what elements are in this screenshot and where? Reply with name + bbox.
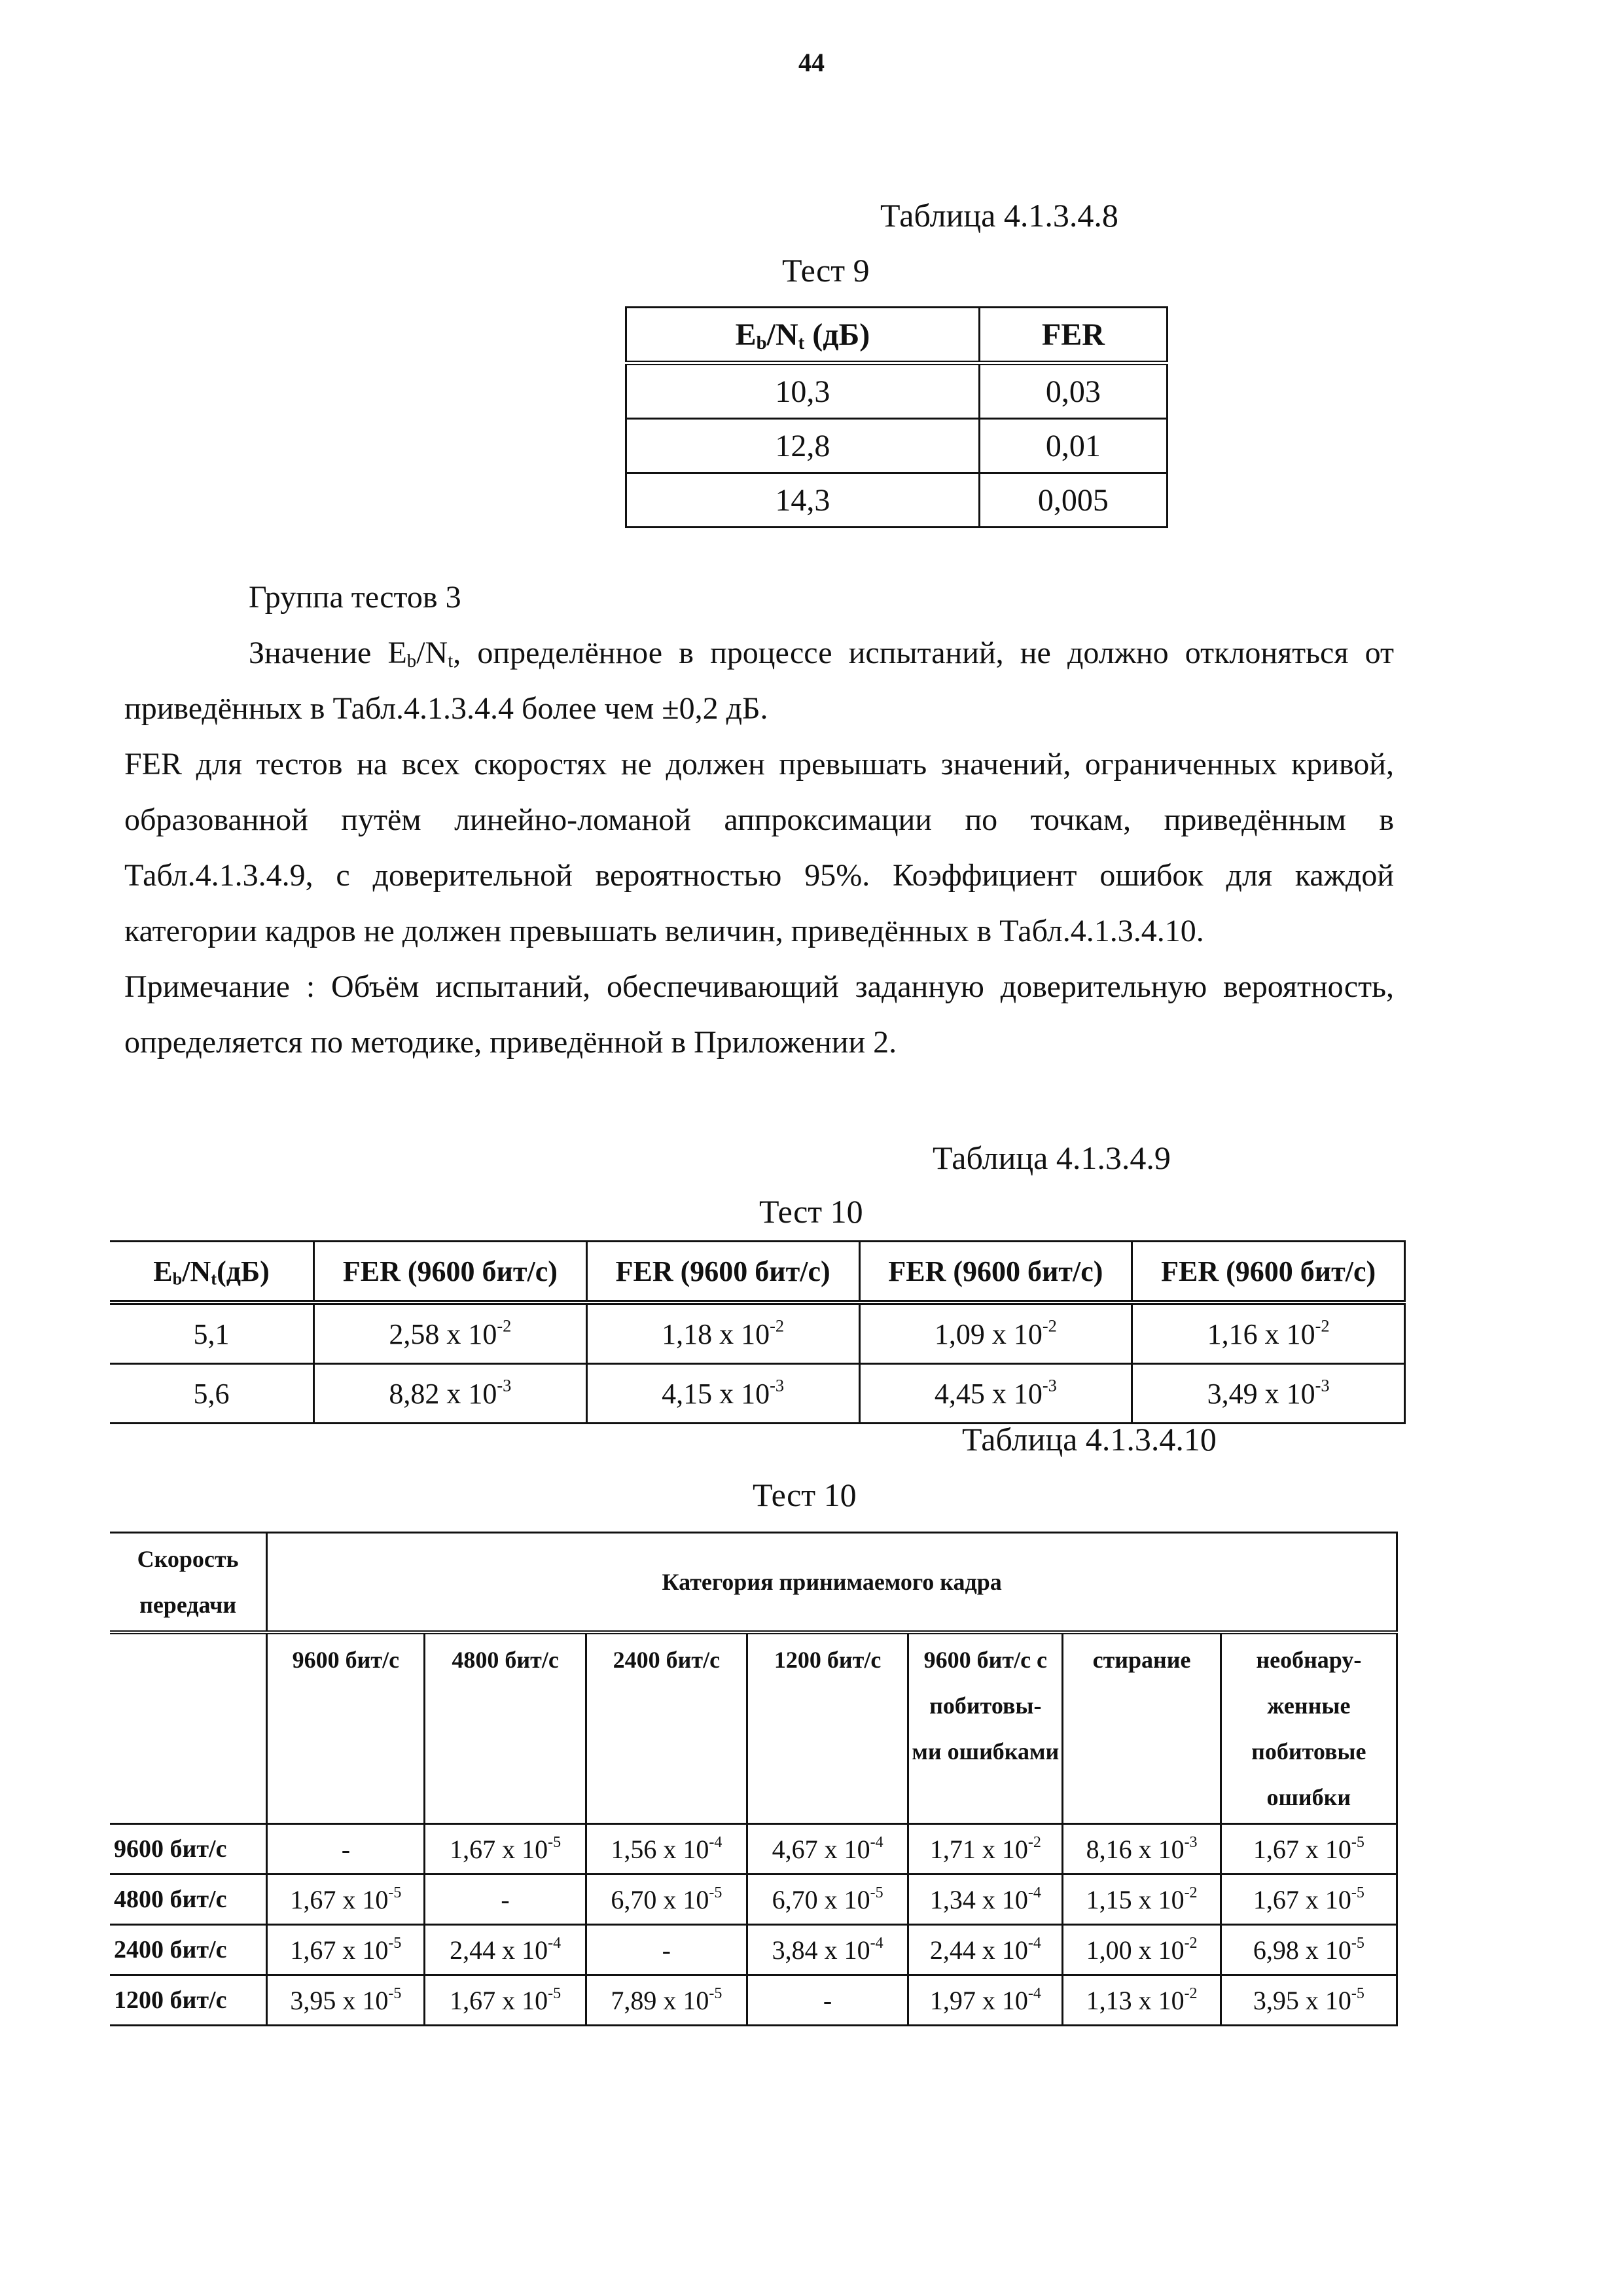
table-row xyxy=(110,1533,1397,1633)
table3-cell: - xyxy=(747,1975,908,2026)
table-row xyxy=(110,1975,1397,2026)
table3-cell: 7,89 х $10^{-5}$ xyxy=(586,1975,747,2026)
table2-header-ebnt: $E_b/N_t(дБ)$ xyxy=(110,1242,314,1303)
table3-cell: 8,16 х $10^{-3}$ xyxy=(1063,1824,1221,1874)
table3-cell: 2,44 х $10^{-4}$ xyxy=(908,1925,1063,1975)
page-number: 44 xyxy=(798,48,825,77)
table-row xyxy=(626,308,1168,363)
table2-cell: 1,09 х $10^{-2}$ xyxy=(859,1302,1132,1364)
table1-cell: 0,01 xyxy=(979,419,1167,473)
table-row xyxy=(626,419,1168,473)
table2-header-fer: FER (9600 бит/с) xyxy=(586,1242,859,1303)
table1-cell: 14,3 xyxy=(626,473,980,528)
table1-header-ebnt: $E_b/N_t$ (дБ) xyxy=(626,308,980,363)
table3-cell: 1,97 х $10^{-4}$ xyxy=(908,1975,1063,2026)
table2-cell: 5,6 xyxy=(110,1364,314,1424)
table1-test-label: Тест 9 xyxy=(782,252,870,289)
table3-group-header: Категория принимаемого кадра xyxy=(267,1533,1397,1633)
table2 xyxy=(110,1240,1406,1424)
table3-cell: 6,98 х $10^{-5}$ xyxy=(1221,1925,1397,1975)
table3-cell: 3,95 х $10^{-5}$ xyxy=(267,1975,425,2026)
table3-cell: 3,84 х $10^{-4}$ xyxy=(747,1925,908,1975)
paragraph-2: FER для тестов на всех скоростях не должен превышать значений, ограниченных кривой, образованной путём линейно-ломаной аппроксимации по точкам, приведённым в Табл.4.1.3.4.9, с доверительной вероятностью 95%. Коэффициент ошибок для каждой категории кадров не должен превышать величин, приведённых в Табл.4.1.3.4.10. xyxy=(124,747,1394,948)
table3-rowhead: Скорость передачи xyxy=(110,1533,267,1633)
table3-caption: Таблица 4.1.3.4.10 xyxy=(962,1421,1217,1458)
table3-col-header: 9600 бит/с xyxy=(267,1632,425,1824)
table2-header-fer: FER (9600 бит/с) xyxy=(1132,1242,1405,1303)
table-row xyxy=(110,1364,1405,1424)
table3-cell: 1,67 х $10^{-5}$ xyxy=(267,1925,425,1975)
paragraph-1: Значение $E_b/N_t$, определённое в процессе испытаний, не должно отклоняться от приведённых в Табл.4.1.3.4.4 более чем ±0,2 дБ. xyxy=(124,636,1394,726)
table3-cell: 1,71 х $10^{-2}$ xyxy=(908,1824,1063,1874)
table-row xyxy=(110,1925,1397,1975)
table3-cell: 1,67 х $10^{-5}$ xyxy=(1221,1874,1397,1925)
table3-cell: 6,70 х $10^{-5}$ xyxy=(747,1874,908,1925)
table3-rate: 9600 бит/с xyxy=(110,1824,267,1874)
table-row xyxy=(110,1632,1397,1824)
table3-col-header: необнару- женные побитовые ошибки xyxy=(1221,1632,1397,1824)
table3-cell: 6,70 х $10^{-5}$ xyxy=(586,1874,747,1925)
table2-cell: 4,15 х $10^{-3}$ xyxy=(586,1364,859,1424)
table1-cell: 10,3 xyxy=(626,363,980,419)
table3-cell: 1,34 х $10^{-4}$ xyxy=(908,1874,1063,1925)
table3-cell: - xyxy=(425,1874,586,1925)
table-row xyxy=(626,473,1168,528)
table3-rowhead-blank xyxy=(110,1632,267,1824)
table2-cell: 8,82 х $10^{-3}$ xyxy=(314,1364,587,1424)
table3-cell: 1,67 х $10^{-5}$ xyxy=(425,1975,586,2026)
table3-cell: 3,95 х $10^{-5}$ xyxy=(1221,1975,1397,2026)
table2-header-fer: FER (9600 бит/с) xyxy=(859,1242,1132,1303)
table1-cell: 12,8 xyxy=(626,419,980,473)
table3-cell: 1,56 х $10^{-4}$ xyxy=(586,1824,747,1874)
table1-cell: 0,03 xyxy=(979,363,1167,419)
table3-cell: 1,13 х $10^{-2}$ xyxy=(1063,1975,1221,2026)
table1-cell: 0,005 xyxy=(979,473,1167,528)
table3 xyxy=(110,1532,1398,2026)
table2-cell: 3,49 х $10^{-3}$ xyxy=(1132,1364,1405,1424)
table1-header-fer: FER xyxy=(979,308,1167,363)
table-row xyxy=(626,363,1168,419)
group-title: Группа тестов 3 xyxy=(249,580,461,615)
table-row xyxy=(110,1302,1405,1364)
table2-cell: 4,45 х $10^{-3}$ xyxy=(859,1364,1132,1424)
table2-cell: 2,58 х $10^{-2}$ xyxy=(314,1302,587,1364)
table2-caption: Таблица 4.1.3.4.9 xyxy=(933,1139,1171,1176)
table3-cell: - xyxy=(267,1824,425,1874)
table3-rate: 2400 бит/с xyxy=(110,1925,267,1975)
table3-cell: 1,15 х $10^{-2}$ xyxy=(1063,1874,1221,1925)
table3-cell: 4,67 х $10^{-4}$ xyxy=(747,1824,908,1874)
table3-cell: 1,00 х $10^{-2}$ xyxy=(1063,1925,1221,1975)
table-row xyxy=(110,1874,1397,1925)
table3-col-header: 9600 бит/с с побитовы- ми ошибками xyxy=(908,1632,1063,1824)
table3-col-header: 4800 бит/с xyxy=(425,1632,586,1824)
table3-cell: 1,67 х $10^{-5}$ xyxy=(267,1874,425,1925)
body-text xyxy=(124,569,1394,1070)
table2-cell: 1,16 х $10^{-2}$ xyxy=(1132,1302,1405,1364)
table-row xyxy=(110,1242,1405,1303)
table3-test-label: Тест 10 xyxy=(753,1477,857,1513)
table3-col-header: стирание xyxy=(1063,1632,1221,1824)
table3-cell: 2,44 х $10^{-4}$ xyxy=(425,1925,586,1975)
table2-test-label: Тест 10 xyxy=(759,1193,863,1230)
table2-cell: 1,18 х $10^{-2}$ xyxy=(586,1302,859,1364)
table-row xyxy=(110,1824,1397,1874)
table3-col-header: 1200 бит/с xyxy=(747,1632,908,1824)
table1-caption: Таблица 4.1.3.4.8 xyxy=(880,197,1118,234)
table3-rate: 4800 бит/с xyxy=(110,1874,267,1925)
table3-cell: - xyxy=(586,1925,747,1975)
paragraph-3: Примечание : Объём испытаний, обеспечивающий заданную доверительную вероятность, определяется по методике, приведённой в Приложении 2. xyxy=(124,969,1394,1060)
table2-header-fer: FER (9600 бит/с) xyxy=(314,1242,587,1303)
table3-cell: 1,67 х $10^{-5}$ xyxy=(425,1824,586,1874)
table3-col-header: 2400 бит/с xyxy=(586,1632,747,1824)
table3-cell: 1,67 х $10^{-5}$ xyxy=(1221,1824,1397,1874)
table1 xyxy=(625,306,1168,528)
table2-cell: 5,1 xyxy=(110,1302,314,1364)
table3-rate: 1200 бит/с xyxy=(110,1975,267,2026)
